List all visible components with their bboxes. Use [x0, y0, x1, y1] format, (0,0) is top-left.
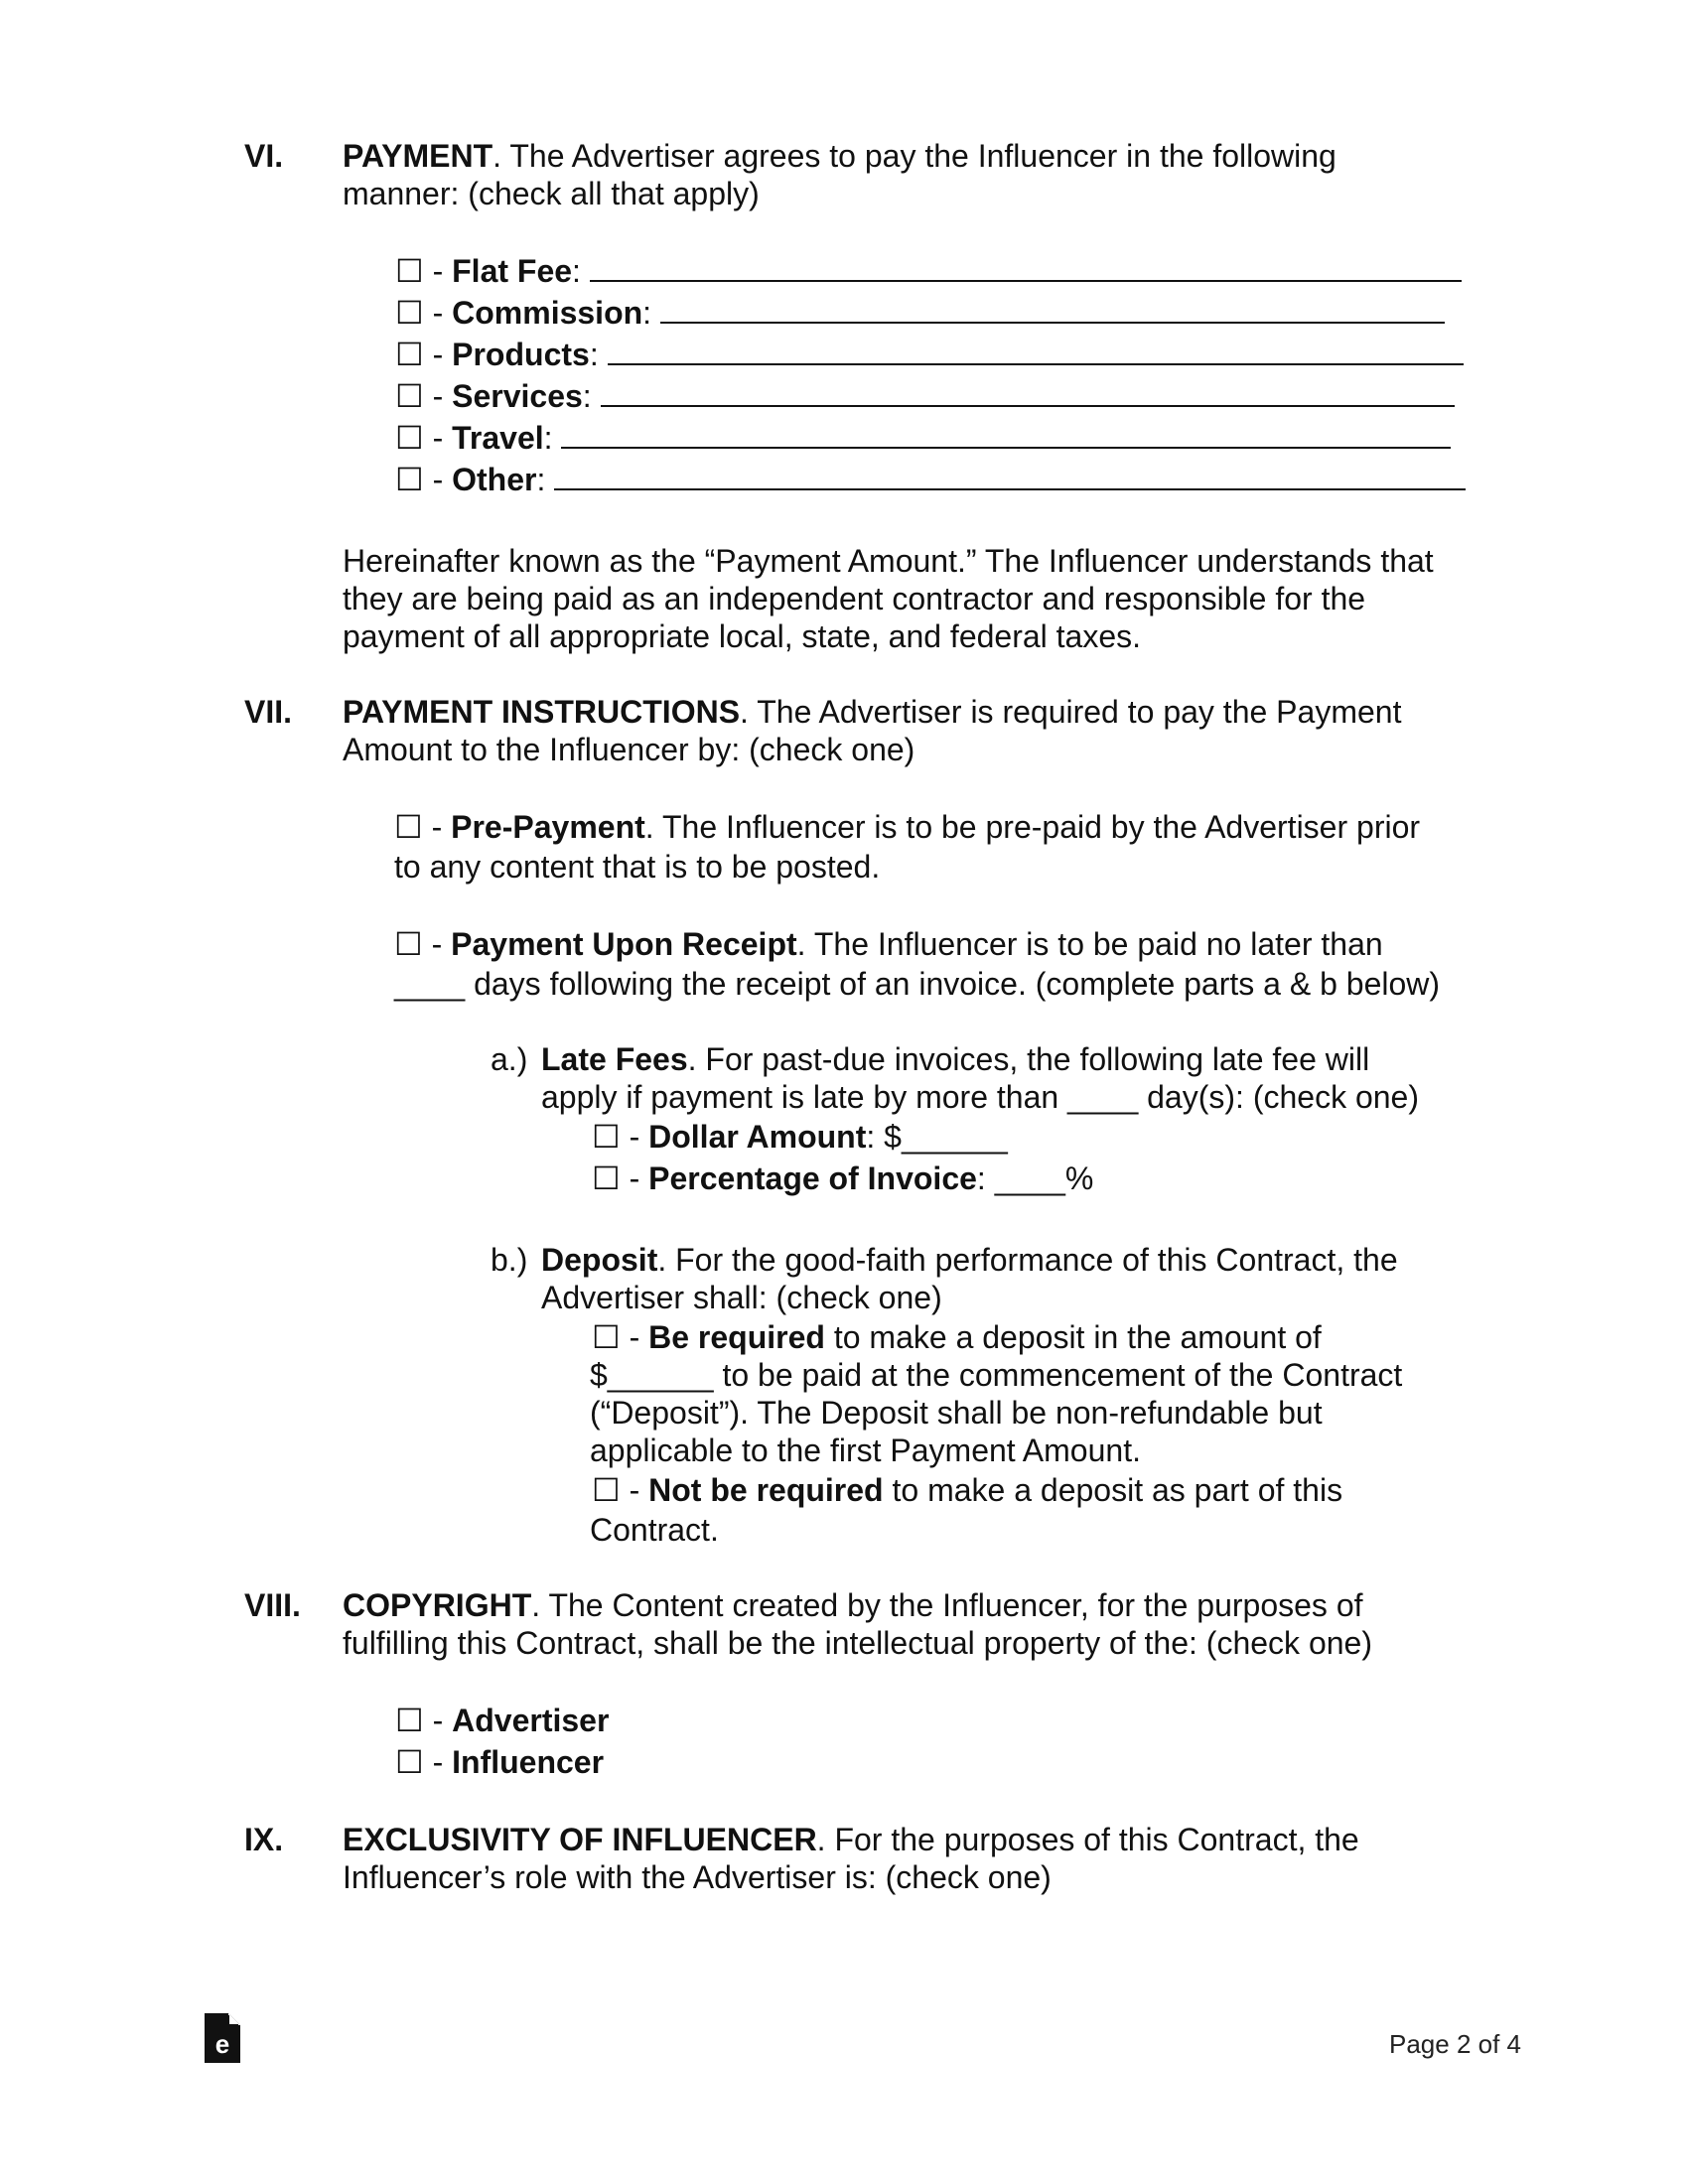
prepayment-checkbox[interactable]: ☐	[394, 809, 423, 845]
percentage-of-invoice-option	[592, 1160, 1093, 1197]
payment-amount-para-line1: Hereinafter known as the “Payment Amount.” The Influencer understands that	[343, 543, 1434, 579]
dash: -	[423, 295, 453, 331]
influencer-label: Influencer	[452, 1744, 605, 1780]
late-fees-title: Late Fees	[541, 1041, 688, 1077]
option-services	[395, 377, 1455, 415]
section-ix-line2: Influencer’s role with the Advertiser is: (check one)	[343, 1859, 1052, 1895]
dash: -	[620, 1319, 649, 1355]
deposit-title: Deposit	[541, 1242, 658, 1278]
copyright-influencer-option	[395, 1743, 604, 1781]
dash: -	[620, 1160, 649, 1196]
flat-fee-blank[interactable]	[590, 254, 1462, 282]
prepayment-title: Pre-Payment	[451, 809, 645, 845]
section-vi-text: . The Advertiser agrees to pay the Influencer in the following	[492, 138, 1336, 174]
not-be-required-line2: Contract.	[590, 1512, 719, 1548]
payment-upon-receipt-text: . The Influencer is to be paid no later than	[796, 926, 1383, 962]
dollar-amount-checkbox[interactable]: ☐	[592, 1119, 621, 1155]
dash: -	[423, 420, 453, 456]
section-ix-number: IX.	[244, 1822, 284, 1857]
products-blank[interactable]	[608, 338, 1464, 365]
section-viii-text: . The Content created by the Influencer, for the purposes of	[531, 1587, 1363, 1623]
option-other	[395, 461, 1466, 498]
be-required-title: Be required	[648, 1319, 825, 1355]
other-label: Other	[452, 462, 537, 497]
dash: -	[620, 1472, 649, 1508]
commission-label: Commission	[452, 295, 643, 331]
colon: :	[589, 337, 599, 372]
section-vii-number: VII.	[244, 694, 293, 730]
section-vii-line1	[343, 693, 1401, 731]
dollar-amount-option	[592, 1118, 1008, 1156]
copyright-advertiser-option	[395, 1702, 609, 1739]
payment-upon-receipt-checkbox[interactable]: ☐	[394, 926, 423, 962]
services-label: Services	[452, 378, 583, 414]
deposit-marker: b.)	[491, 1242, 528, 1278]
colon: :	[582, 378, 592, 414]
dash: -	[423, 253, 453, 289]
option-flat-fee	[395, 252, 1462, 290]
prepayment-text: . The Influencer is to be pre-paid by the Advertiser prior	[644, 809, 1421, 845]
section-vii-line2: Amount to the Influencer by: (check one)	[343, 732, 915, 767]
section-viii-number: VIII.	[244, 1587, 301, 1623]
dash: -	[423, 462, 453, 497]
section-ix-text: . For the purposes of this Contract, the	[816, 1822, 1359, 1857]
influencer-checkbox[interactable]: ☐	[395, 1744, 424, 1780]
option-commission	[395, 294, 1445, 332]
option-travel	[395, 419, 1451, 457]
section-vi-title: PAYMENT	[343, 138, 493, 174]
travel-blank[interactable]	[561, 421, 1451, 449]
be-required-option	[592, 1318, 1322, 1356]
percentage-title: Percentage of Invoice	[648, 1160, 977, 1196]
colon: :	[572, 253, 581, 289]
advertiser-label: Advertiser	[452, 1703, 610, 1738]
commission-checkbox[interactable]: ☐	[395, 295, 424, 331]
be-required-text: to make a deposit in the amount of	[824, 1319, 1322, 1355]
percentage-checkbox[interactable]: ☐	[592, 1160, 621, 1196]
services-blank[interactable]	[601, 379, 1455, 407]
be-required-line4: applicable to the first Payment Amount.	[590, 1433, 1141, 1468]
be-required-checkbox[interactable]: ☐	[592, 1319, 621, 1355]
late-fees-line1	[541, 1040, 1369, 1078]
logo-letter: e	[214, 2029, 230, 2059]
flat-fee-checkbox[interactable]: ☐	[395, 253, 424, 289]
dash: -	[422, 926, 452, 962]
option-products	[395, 336, 1464, 373]
flat-fee-label: Flat Fee	[452, 253, 573, 289]
eforms-logo-icon	[205, 2013, 240, 2063]
services-checkbox[interactable]: ☐	[395, 378, 424, 414]
not-be-required-title: Not be required	[648, 1472, 884, 1508]
other-checkbox[interactable]: ☐	[395, 462, 424, 497]
advertiser-checkbox[interactable]: ☐	[395, 1703, 424, 1738]
payment-upon-receipt-line2: ____ days following the receipt of an invoice. (complete parts a & b below)	[394, 966, 1441, 1002]
not-be-required-checkbox[interactable]: ☐	[592, 1472, 621, 1508]
percentage-blank[interactable]: : ____%	[976, 1160, 1094, 1196]
payment-upon-receipt-title: Payment Upon Receipt	[451, 926, 797, 962]
section-vi-line1	[343, 137, 1336, 175]
section-vi-line2: manner: (check all that apply)	[343, 176, 760, 211]
section-vii-title: PAYMENT INSTRUCTIONS	[343, 694, 741, 730]
colon: :	[543, 420, 553, 456]
payment-upon-receipt-option	[394, 925, 1383, 963]
dash: -	[423, 1703, 453, 1738]
commission-blank[interactable]	[660, 296, 1445, 324]
travel-label: Travel	[452, 420, 544, 456]
dash: -	[422, 809, 452, 845]
colon: :	[536, 462, 546, 497]
dash: -	[423, 378, 453, 414]
section-viii-line1	[343, 1586, 1363, 1624]
be-required-line3: (“Deposit”). The Deposit shall be non-refundable but	[590, 1395, 1323, 1431]
section-vii-text: . The Advertiser is required to pay the Payment	[740, 694, 1402, 730]
be-required-line2: $______ to be paid at the commencement of the Contract	[590, 1357, 1403, 1393]
late-fees-marker: a.)	[491, 1041, 528, 1077]
deposit-line2: Advertiser shall: (check one)	[541, 1280, 942, 1315]
prepayment-option	[394, 808, 1420, 846]
not-be-required-option	[592, 1471, 1342, 1509]
section-viii-title: COPYRIGHT	[343, 1587, 532, 1623]
colon: :	[642, 295, 652, 331]
not-be-required-text: to make a deposit as part of this	[883, 1472, 1343, 1508]
payment-amount-para-line3: payment of all appropriate local, state, and federal taxes.	[343, 618, 1142, 654]
late-fees-text: . For past-due invoices, the following late fee will	[687, 1041, 1370, 1077]
travel-checkbox[interactable]: ☐	[395, 420, 424, 456]
section-vi-number: VI.	[244, 138, 284, 174]
other-blank[interactable]	[554, 463, 1466, 490]
section-ix-line1	[343, 1821, 1359, 1858]
payment-amount-para-line2: they are being paid as an independent contractor and responsible for the	[343, 581, 1366, 616]
section-ix-title: EXCLUSIVITY OF INFLUENCER	[343, 1822, 817, 1857]
deposit-line1	[541, 1241, 1398, 1279]
section-viii-line2: fulfilling this Contract, shall be the intellectual property of the: (check one)	[343, 1625, 1372, 1661]
dash: -	[423, 337, 453, 372]
late-fees-line2: apply if payment is late by more than ____ day(s): (check one)	[541, 1079, 1419, 1115]
deposit-text: . For the good-faith performance of this Contract, the	[657, 1242, 1398, 1278]
dollar-amount-title: Dollar Amount	[648, 1119, 867, 1155]
dash: -	[423, 1744, 453, 1780]
prepayment-line2: to any content that is to be posted.	[394, 849, 881, 885]
page-number: Page 2 of 4	[1389, 2029, 1521, 2059]
products-checkbox[interactable]: ☐	[395, 337, 424, 372]
dollar-amount-blank[interactable]: : $______	[866, 1119, 1008, 1155]
dash: -	[620, 1119, 649, 1155]
products-label: Products	[452, 337, 590, 372]
